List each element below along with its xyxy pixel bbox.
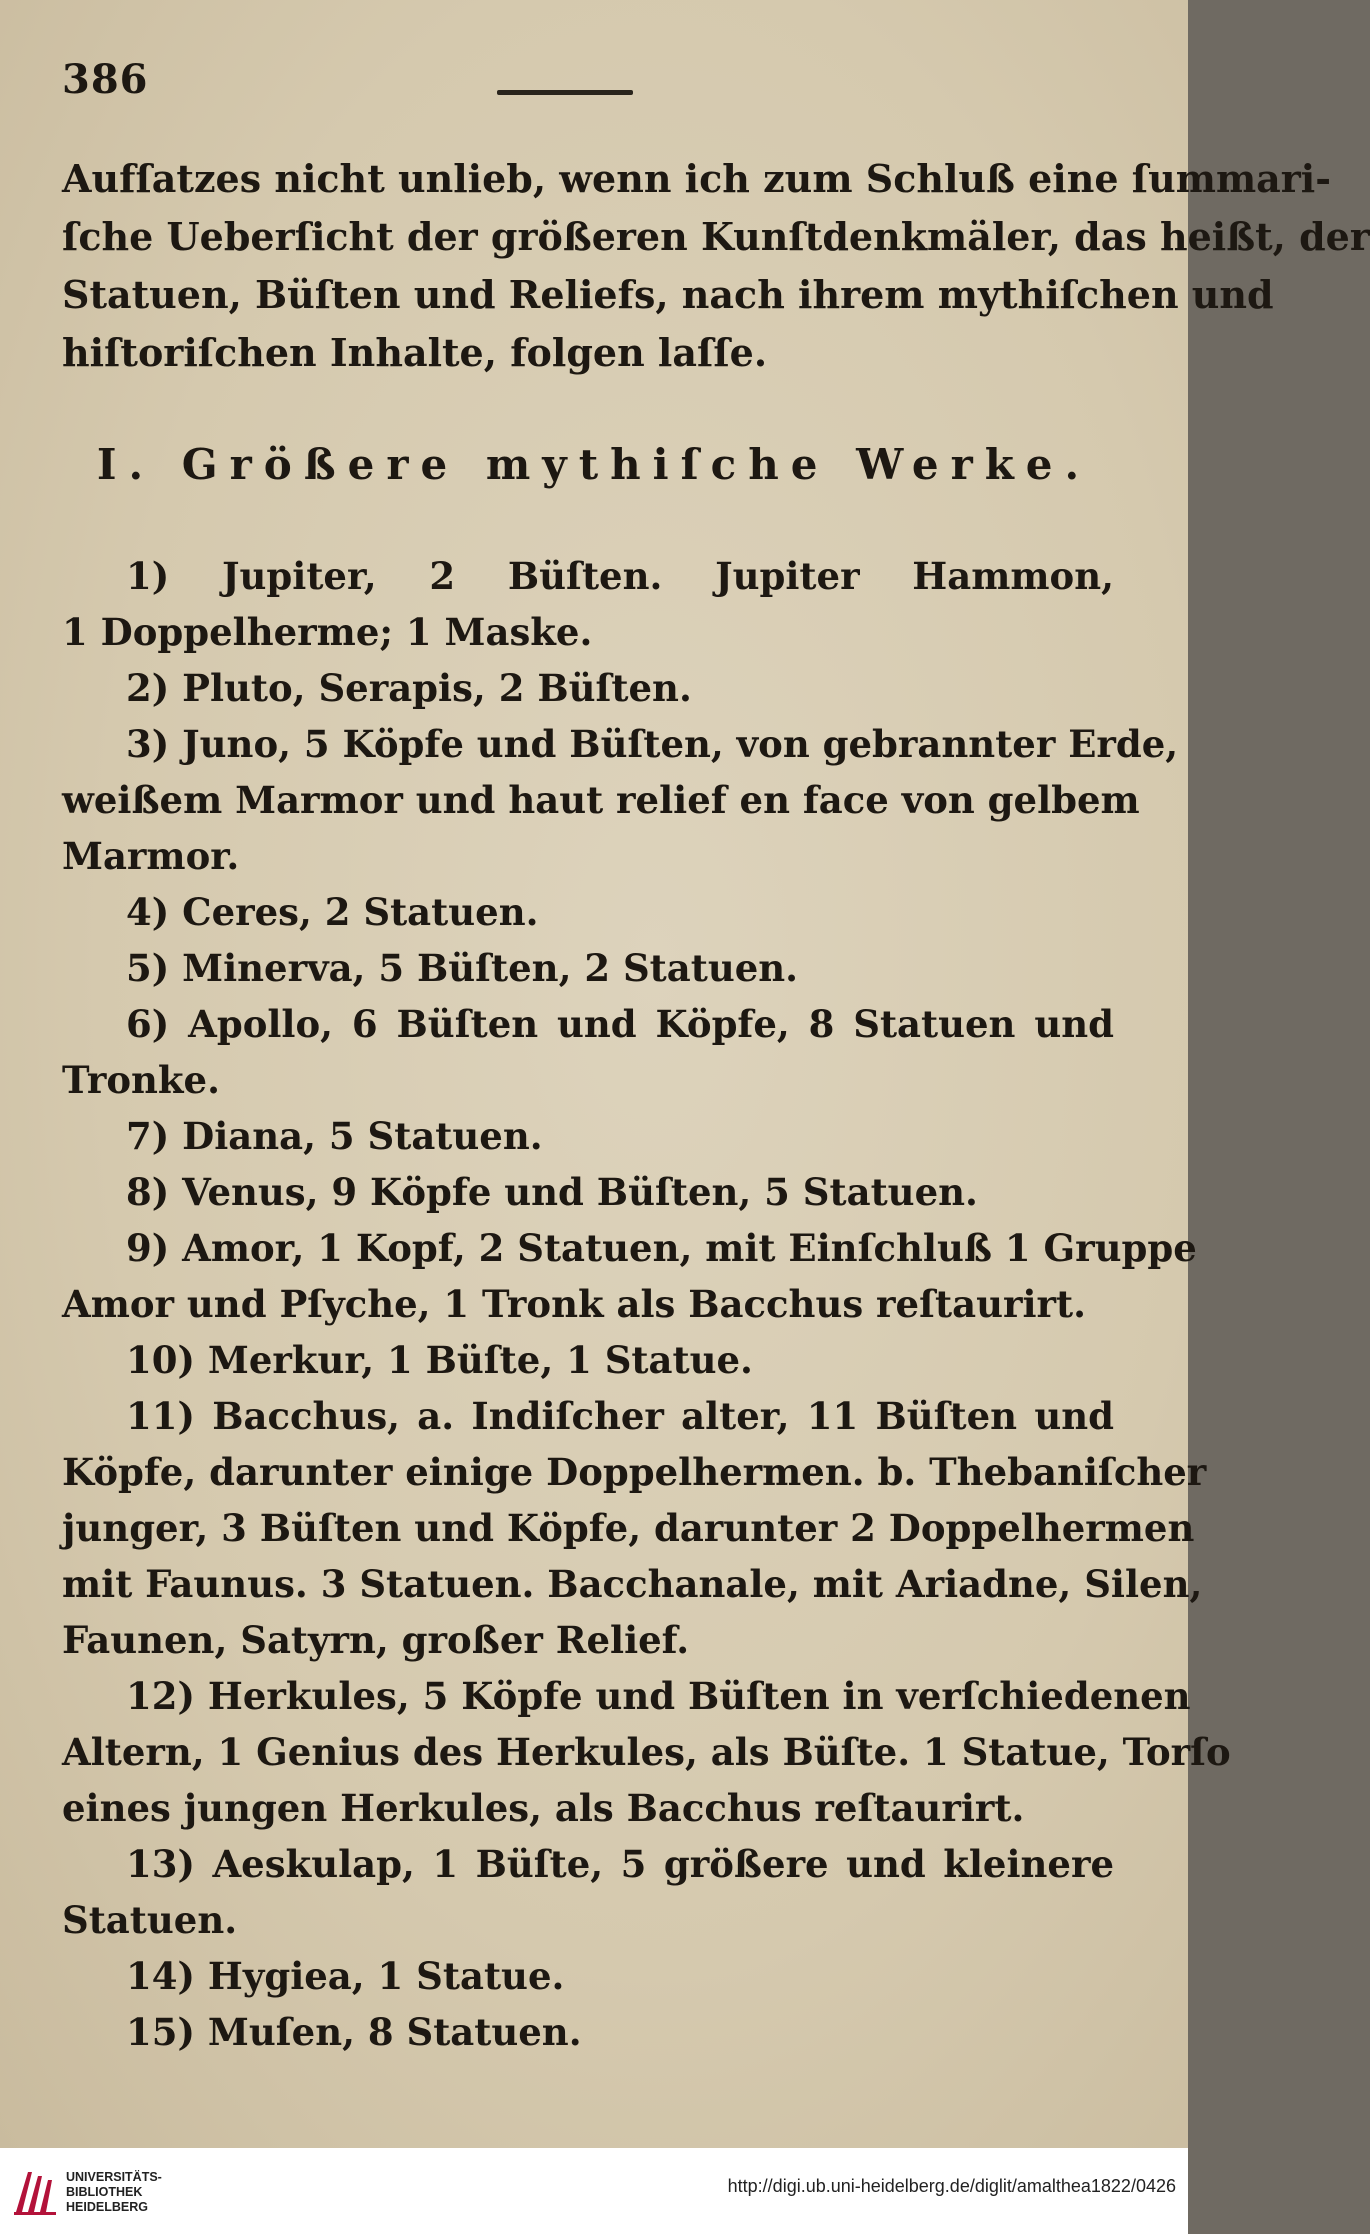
entry-line: 12) Herkules, 5 Köpfe und Büſten in verſchiedenen [126,1674,1191,1718]
intro-paragraph [62,150,1370,382]
entry-line: 13) Aeskulap, 1 Büſte, 5 größere und kleinere [126,1842,1114,1886]
list-item [62,940,1114,996]
list-item [62,1388,1207,1668]
list-item [62,660,1114,716]
list-item [62,1836,1114,1948]
list-item [62,1108,1114,1164]
entry-line: Marmor. [62,834,240,878]
entry-line: 11) Bacchus, a. Indiſcher alter, 11 Büſten und [126,1394,1114,1438]
entry-line: Altern, 1 Genius des Herkules, als Büſte. 1 Statue, Torſo [62,1730,1231,1774]
intro-line: ſche Ueberſicht der größeren Kunſtdenkmäler, das heißt, der [62,214,1370,259]
page-number: 386 [62,56,149,103]
list-item [62,1164,1114,1220]
list-item [62,1220,1197,1332]
entry-line: Statuen. [62,1898,238,1942]
library-name-line: BIBLIOTHEK [66,2185,143,2199]
entry-line: 3) Juno, 5 Köpfe und Büſten, von gebrannter Erde, [126,722,1179,766]
entry-line: 10) Merkur, 1 Büſte, 1 Statue. [126,1338,753,1382]
library-name-line: HEIDELBERG [66,2200,148,2214]
intro-line: Statuen, Büſten und Reliefs, nach ihrem mythiſchen und [62,272,1274,317]
footer-bar [0,2148,1188,2234]
source-url-link[interactable]: http://digi.ub.uni-heidelberg.de/diglit/amalthea1822/0426 [727,2176,1176,2196]
section-heading: I. Größere mythiſche Werke. [96,440,1092,489]
list-item [62,1668,1231,1836]
entry-line: Tronke. [62,1058,220,1102]
entry-line: 4) Ceres, 2 Statuen. [126,890,539,934]
entry-line: 7) Diana, 5 Statuen. [126,1114,543,1158]
works-list [62,548,1231,2060]
entry-line: 2) Pluto, Serapis, 2 Büſten. [126,666,692,710]
entry-line: 1) Jupiter, 2 Büſten. Jupiter Hammon, [126,554,1114,598]
entry-line: 9) Amor, 1 Kopf, 2 Statuen, mit Einſchluß 1 Gruppe [126,1226,1197,1270]
list-item [62,884,1114,940]
list-item [62,1332,1114,1388]
list-item [62,548,1114,660]
entry-line: 6) Apollo, 6 Büſten und Köpfe, 8 Statuen und [126,1002,1114,1046]
header-rule [497,90,633,95]
entry-line: 15) Muſen, 8 Statuen. [126,2010,582,2054]
university-library-logo-icon [10,2166,60,2218]
entry-line: Köpfe, darunter einige Doppelhermen. b. Thebaniſcher [62,1450,1207,1494]
intro-line: hiſtoriſchen Inhalte, folgen laſſe. [62,330,768,375]
entry-line: Faunen, Satyrn, großer Relief. [62,1618,690,1662]
entry-line: 1 Doppelherme; 1 Maske. [62,610,593,654]
entry-line: 14) Hygiea, 1 Statue. [126,1954,565,1998]
entry-line: Amor und Pſyche, 1 Tronk als Bacchus reſtaurirt. [62,1282,1086,1326]
entry-line: weißem Marmor und haut relief en face von gelbem [62,778,1140,822]
list-item [62,716,1179,884]
entry-line: 5) Minerva, 5 Büſten, 2 Statuen. [126,946,799,990]
list-item [62,996,1114,1108]
entry-line: mit Faunus. 3 Statuen. Bacchanale, mit Ariadne, Silen, [62,1562,1203,1606]
list-item [62,2004,1114,2060]
library-name-line: UNIVERSITÄTS- [66,2170,162,2184]
intro-line: Aufſatzes nicht unlieb, wenn ich zum Schluß eine ſummari- [62,156,1332,201]
library-name [66,2170,162,2215]
list-item [62,1948,1114,2004]
entry-line: eines jungen Herkules, als Bacchus reſtaurirt. [62,1786,1025,1830]
entry-line: 8) Venus, 9 Köpfe und Büſten, 5 Statuen. [126,1170,978,1214]
entry-line: junger, 3 Büſten und Köpfe, darunter 2 Doppelhermen [62,1506,1195,1550]
